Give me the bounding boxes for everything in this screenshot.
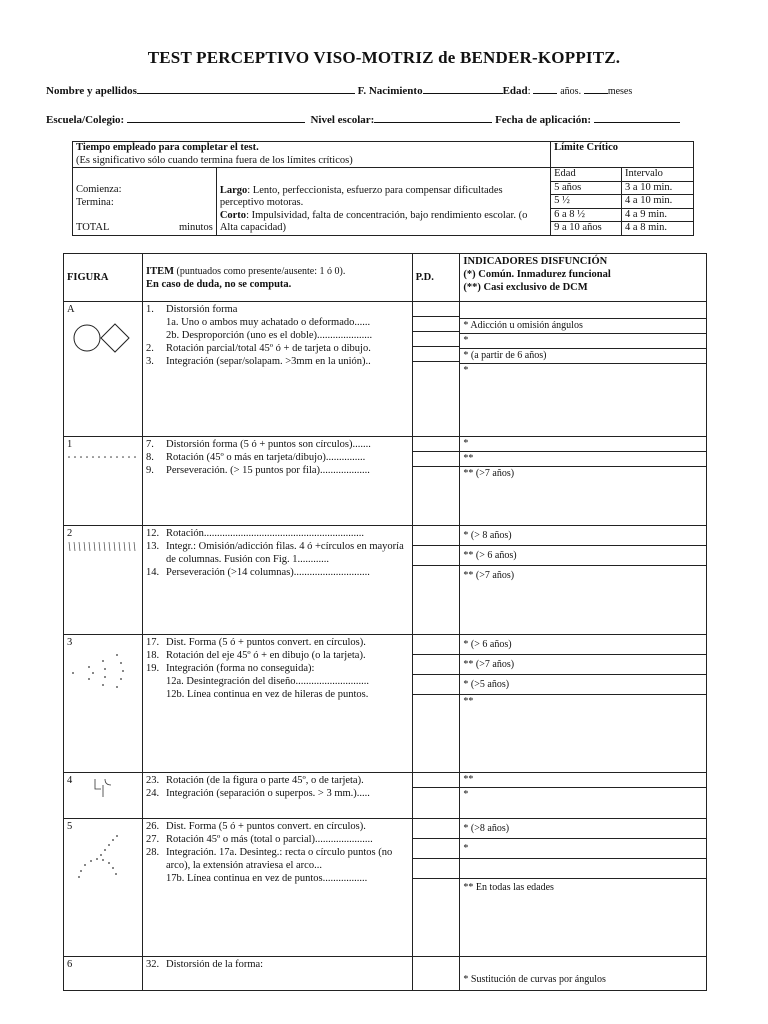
- item-number: 24.: [146, 788, 160, 799]
- indicator: **: [463, 696, 474, 707]
- figure-2-items: [143, 526, 413, 635]
- indicator: * Adicción u omisión ángulos: [460, 319, 706, 334]
- item-text: Rotación (45º o más en tarjeta/dibujo)...............: [166, 452, 366, 463]
- item-text: Perseveración. (> 15 puntos por fila)...................: [166, 465, 370, 476]
- item-text: Perseveración (>14 columnas).............................: [166, 567, 370, 578]
- figure-5-items: [143, 819, 413, 957]
- limite-edad: 5 años: [551, 181, 622, 195]
- limite-intervalo: 4 a 10 min.: [622, 195, 694, 209]
- item-number: 28.: [146, 847, 160, 858]
- item-subtext: 1a. Uno o ambos muy achatado o deformado......: [166, 317, 371, 328]
- item-header-label: ITEM: [146, 265, 175, 277]
- largo-label: Largo: [219, 184, 248, 196]
- indicator: *: [460, 437, 706, 452]
- col-figura-header: FIGURA: [64, 254, 143, 302]
- ind-header-1: INDICADORES DISFUNCIÓN: [463, 256, 608, 267]
- nombre-field[interactable]: [137, 83, 355, 94]
- figure-5-drawing: [67, 833, 139, 883]
- escuela-label: Escuela/Colegio:: [46, 114, 125, 126]
- pd-cell-a[interactable]: [412, 302, 460, 437]
- figure-label: 4: [67, 775, 73, 786]
- indicator: ** (> 6 años): [460, 546, 706, 566]
- indicator: *: [463, 789, 469, 800]
- nivel-label: Nivel escolar:: [310, 114, 375, 126]
- limite-edad: 6 a 8 ½: [551, 208, 622, 222]
- indicator: **: [460, 452, 706, 467]
- nombre-label: Nombre y apellidos: [46, 85, 137, 97]
- indicators-2: [460, 526, 707, 635]
- item-number: 12.: [146, 528, 160, 539]
- limite-edad: 5 ½: [551, 195, 622, 209]
- indicator: * Sustitución de curvas por ángulos: [463, 974, 606, 985]
- indicator: * (> 6 años): [460, 635, 706, 655]
- indicator: [460, 859, 706, 879]
- nacimiento-field[interactable]: [423, 83, 503, 94]
- figure-6-items: [143, 957, 413, 991]
- pd-cell-1[interactable]: [412, 437, 460, 526]
- item-number: 1.: [146, 304, 154, 315]
- item-subtext: 12a. Desintegración del diseño............................: [166, 676, 369, 687]
- item-header-bold: En caso de duda, no se computa.: [146, 278, 292, 290]
- figure-4-items: [143, 773, 413, 819]
- item-text: Rotación (de la figura o parte 45º, o de tarjeta).: [166, 775, 364, 786]
- col-indicadores-header: [460, 254, 707, 302]
- nivel-field[interactable]: [374, 112, 492, 123]
- fecha-label: Fecha de aplicación:: [495, 114, 591, 126]
- items-table: [63, 253, 707, 991]
- item-header-note: (puntuados como presente/ausente: 1 ó 0).: [174, 265, 346, 277]
- item-text: Rotación del eje 45º ó + en dibujo (o la tarjeta).: [166, 650, 366, 661]
- largo-desc: : Lento, perfeccionista, esfuerzo para compensar dificultades perceptivo motoras.: [219, 184, 503, 208]
- tiempo-times-cell: [73, 168, 217, 236]
- minutos-label: minutos: [178, 222, 213, 233]
- pd-cell-6[interactable]: [412, 957, 460, 991]
- pd-cell-2[interactable]: [412, 526, 460, 635]
- figure-3-drawing: [67, 649, 139, 689]
- item-number: 19.: [146, 663, 160, 674]
- figure-1-drawing: [67, 451, 137, 463]
- meses-label: meses: [607, 86, 633, 97]
- indicator: ** (>7 años): [460, 655, 706, 675]
- tiempo-table: [72, 141, 694, 236]
- figure-a-drawing: [67, 318, 137, 358]
- escuela-field[interactable]: [127, 112, 305, 123]
- figure-label: 3: [67, 637, 73, 648]
- limite-heading: Límite Crítico: [554, 142, 618, 153]
- nacimiento-label: F. Nacimiento: [357, 85, 423, 97]
- figure-a-cell: [64, 302, 143, 437]
- item-text: Distorsión forma (5 ó + puntos son círculos).......: [166, 439, 371, 450]
- ind-header-2: (*) Común. Inmadurez funcional: [463, 269, 611, 280]
- header-line-2: [46, 112, 680, 126]
- tiempo-heading: Tiempo empleado para completar el test.: [76, 142, 259, 153]
- item-number: 23.: [146, 775, 160, 786]
- indicators-6: [460, 957, 707, 991]
- figure-label: 6: [67, 959, 73, 970]
- item-number: 14.: [146, 567, 160, 578]
- largo-text: [220, 185, 547, 210]
- col-pd-header: P.D.: [412, 254, 460, 302]
- item-number: 26.: [146, 821, 160, 832]
- indicator: * (>5 años): [460, 675, 706, 695]
- item-subtext: 17b. Línea continua en vez de puntos.................: [166, 873, 368, 884]
- item-text: Integr.: Omisión/adicción filas. 4 ó +círculos en mayoría de columnas. Fusión con Fig. 1............: [166, 541, 404, 565]
- limite-heading-cell: [551, 142, 694, 168]
- figure-a-items: [143, 302, 413, 437]
- item-text: Rotación 45º o más (total o parcial)......................: [166, 834, 373, 845]
- fecha-field[interactable]: [594, 112, 680, 123]
- item-text: Dist. Forma (5 ó + puntos convert. en círculos).: [166, 821, 366, 832]
- item-text: Integración (forma no conseguida):: [166, 663, 315, 674]
- indicator: **: [460, 773, 706, 788]
- tiempo-description-cell: [216, 168, 550, 236]
- intervalo-col-header: Intervalo: [622, 168, 694, 182]
- item-text: Rotación parcial/total 45º ó + de tarjeta o dibujo.: [166, 343, 371, 354]
- item-text: Integración. 17a. Desinteg.: recta o círculo puntos (no arco), la extensión atraviesa el arco...: [166, 847, 393, 871]
- edad-anos-field[interactable]: [533, 83, 557, 94]
- figure-6-cell: [64, 957, 143, 991]
- figure-4-cell: [64, 773, 143, 819]
- indicators-3: [460, 635, 707, 773]
- limite-intervalo: 4 a 8 min.: [622, 222, 694, 236]
- edad-col-header: Edad: [551, 168, 622, 182]
- figure-2-cell: [64, 526, 143, 635]
- figure-label: A: [67, 304, 75, 315]
- figure-3-items: [143, 635, 413, 773]
- limite-intervalo: 4 a 9 min.: [622, 208, 694, 222]
- indicator: * (a partir de 6 años): [460, 349, 706, 364]
- figure-1-cell: [64, 437, 143, 526]
- item-number: 2.: [146, 343, 154, 354]
- item-number: 9.: [146, 465, 154, 476]
- item-number: 8.: [146, 452, 154, 463]
- item-number: 17.: [146, 637, 160, 648]
- item-number: 3.: [146, 356, 154, 367]
- indicator: * (> 8 años): [460, 526, 706, 546]
- indicators-5: [460, 819, 707, 957]
- termina-label: Termina:: [76, 196, 114, 208]
- figure-label: 2: [67, 528, 73, 539]
- comienza-label: Comienza:: [76, 184, 122, 195]
- indicators-1: [460, 437, 707, 526]
- tiempo-note: (Es significativo sólo cuando termina fuera de los límites críticos): [76, 154, 353, 166]
- limite-intervalo: 3 a 10 min.: [622, 181, 694, 195]
- indicators-a: [460, 302, 707, 437]
- indicator: ** (>7 años): [463, 570, 515, 581]
- item-number: 18.: [146, 650, 160, 661]
- item-number: 7.: [146, 439, 154, 450]
- figure-3-cell: [64, 635, 143, 773]
- pd-cell-3[interactable]: [412, 635, 460, 773]
- figure-label: 1: [67, 439, 73, 450]
- edad-label: Edad: [502, 85, 528, 97]
- item-number: 13.: [146, 541, 160, 552]
- item-text: Distorsión forma: [166, 304, 238, 315]
- indicator: *: [463, 365, 469, 376]
- corto-text: [220, 210, 547, 235]
- indicator: * (>8 años): [460, 819, 706, 839]
- corto-desc: : Impulsividad, falta de concentración, bajo rendimiento escolar. (o Alta capacidad): [219, 209, 528, 233]
- limite-edad: 9 a 10 años: [551, 222, 622, 236]
- indicator: *: [460, 839, 706, 859]
- item-text: Integración (separ/solapam. >3mm en la unión)..: [166, 356, 371, 367]
- item-text: Dist. Forma (5 ó + puntos convert. en círculos).: [166, 637, 366, 648]
- item-text: Distorsión de la forma:: [166, 959, 264, 970]
- corto-label: Corto: [219, 209, 247, 221]
- item-number: 32.: [146, 959, 160, 970]
- item-number: 27.: [146, 834, 160, 845]
- anos-label: años.: [560, 86, 582, 97]
- figure-1-items: [143, 437, 413, 526]
- ind-header-3: (**) Casi exclusivo de DCM: [463, 282, 588, 293]
- item-text: Rotación.............................................................: [166, 528, 365, 539]
- indicator: ** En todas las edades: [463, 882, 554, 893]
- item-text: Integración (separación o superpos. > 3 mm.).....: [166, 788, 370, 799]
- figure-2-drawing: [67, 540, 139, 554]
- indicator: *: [460, 334, 706, 349]
- item-subtext: 2b. Desproporción (uno es el doble).....................: [166, 330, 373, 341]
- edad-meses-field[interactable]: [584, 83, 608, 94]
- total-label: TOTAL: [76, 222, 110, 233]
- indicators-4: [460, 773, 707, 819]
- figure-4-drawing: [67, 775, 139, 799]
- figure-label: 5: [67, 821, 73, 832]
- indicator: ** (>7 años): [463, 468, 515, 479]
- item-subtext: 12b. Línea continua en vez de hileras de puntos.: [166, 689, 369, 700]
- tiempo-heading-cell: [73, 142, 551, 168]
- col-item-header: [143, 254, 413, 302]
- pd-cell-4[interactable]: [412, 773, 460, 819]
- page-title: TEST PERCEPTIVO VISO-MOTRIZ de BENDER-KOPPITZ.: [147, 48, 621, 67]
- header-line-1: Nombre y apellidos F. Nacimiento Edad: años. meses: [46, 85, 633, 97]
- pd-cell-5[interactable]: [412, 819, 460, 957]
- figure-5-cell: [64, 819, 143, 957]
